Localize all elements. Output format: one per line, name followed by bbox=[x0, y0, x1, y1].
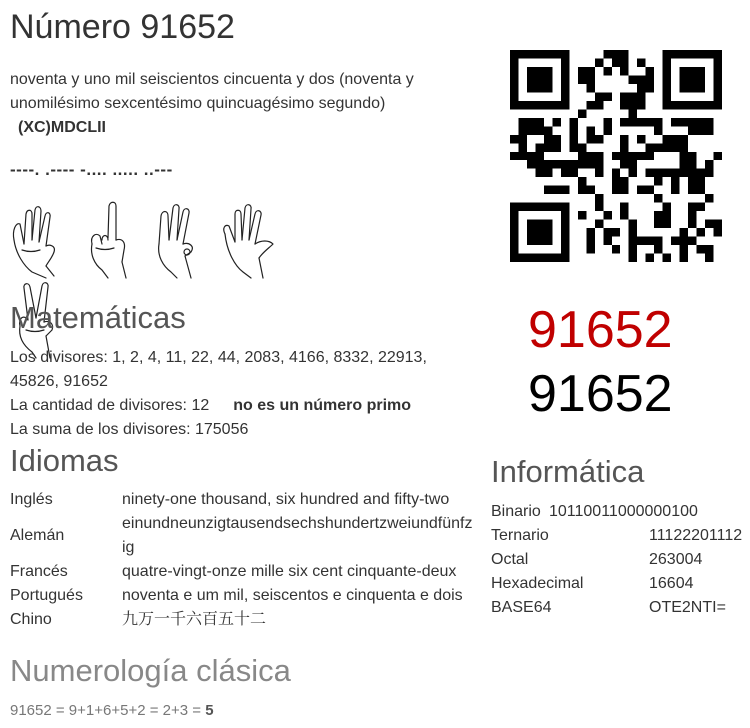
spanish-name: noventa y uno mil seiscientos cincuenta y dos (noventa y unomilésimo sexcentésimo quincuagésimo segundo) bbox=[10, 71, 414, 112]
list-item bbox=[491, 548, 750, 572]
prime-status: no es un número primo bbox=[233, 397, 412, 414]
sign-language-hands bbox=[8, 200, 338, 285]
numerology-result: 5 bbox=[205, 702, 214, 719]
language-name: Chino bbox=[10, 611, 52, 628]
base-label: BASE64 bbox=[491, 599, 552, 616]
language-text: 九万一千六百五十二 bbox=[122, 611, 267, 628]
base-value: 263004 bbox=[649, 551, 703, 568]
languages-table bbox=[10, 488, 475, 632]
numerology-formula bbox=[10, 702, 214, 719]
number-display-black: 91652 bbox=[528, 365, 673, 423]
language-name: Inglés bbox=[10, 491, 53, 508]
list-item bbox=[491, 524, 750, 548]
number-name-text bbox=[10, 68, 475, 140]
language-text: einundneunzigtausendsechshundertzweiundfünfzig bbox=[122, 515, 473, 556]
base-value: OTE2NTI= bbox=[649, 599, 726, 616]
list-item bbox=[491, 572, 750, 596]
base-value: 16604 bbox=[649, 575, 694, 592]
table-row bbox=[10, 512, 475, 560]
language-text: quatre-vingt-onze mille six cent cinquante-deux bbox=[122, 563, 457, 580]
hand-sign-icon bbox=[78, 200, 136, 280]
morse-code: ----. .---- -.... ..... ..--- bbox=[10, 160, 173, 179]
language-name: Portugués bbox=[10, 587, 83, 604]
math-section bbox=[10, 346, 450, 442]
numerology-sum: 91652 = 9+1+6+5+2 = 2+3 = bbox=[10, 702, 206, 719]
language-name: Francés bbox=[10, 563, 68, 580]
base-value: 11122201112 bbox=[649, 527, 743, 544]
language-name: Alemán bbox=[10, 527, 65, 544]
base-label: Binario bbox=[491, 503, 541, 520]
list-item bbox=[491, 596, 750, 620]
divisor-count: La cantidad de divisores: 12 bbox=[10, 397, 210, 414]
numerology-heading: Numerología clásica bbox=[10, 653, 291, 688]
table-row bbox=[10, 608, 475, 632]
hand-sign-icon bbox=[219, 200, 277, 280]
divisors-text: Los divisores: 1, 2, 4, 11, 22, 44, 2083, 4166, 8332, 22913, 45826, 91652 bbox=[10, 349, 427, 390]
list-item bbox=[491, 500, 750, 524]
number-display-red: 91652 bbox=[528, 301, 673, 359]
hand-sign-icon bbox=[8, 200, 66, 280]
page-title: Número 91652 bbox=[10, 8, 235, 46]
table-row bbox=[10, 584, 475, 608]
divisor-count-row bbox=[10, 394, 450, 418]
language-text: noventa e um mil, seiscentos e cinquenta e dois bbox=[122, 587, 463, 604]
informatics-heading: Informática bbox=[491, 454, 645, 489]
math-heading: Matemáticas bbox=[10, 300, 186, 335]
base-label: Ternario bbox=[491, 527, 549, 544]
informatics-section bbox=[491, 500, 750, 620]
table-row bbox=[10, 488, 475, 512]
base-value: 10110011000000100 bbox=[549, 503, 698, 520]
qr-code-icon bbox=[510, 50, 722, 262]
base-label: Octal bbox=[491, 551, 529, 568]
base-label: Hexadecimal bbox=[491, 575, 584, 592]
languages-heading: Idiomas bbox=[10, 443, 119, 478]
hand-sign-icon bbox=[149, 200, 207, 280]
roman-numeral: (XC)MDCLII bbox=[18, 119, 106, 136]
table-row bbox=[10, 560, 475, 584]
language-text: ninety-one thousand, six hundred and fifty-two bbox=[122, 491, 450, 508]
divisor-sum: La suma de los divisores: 175056 bbox=[10, 421, 249, 438]
